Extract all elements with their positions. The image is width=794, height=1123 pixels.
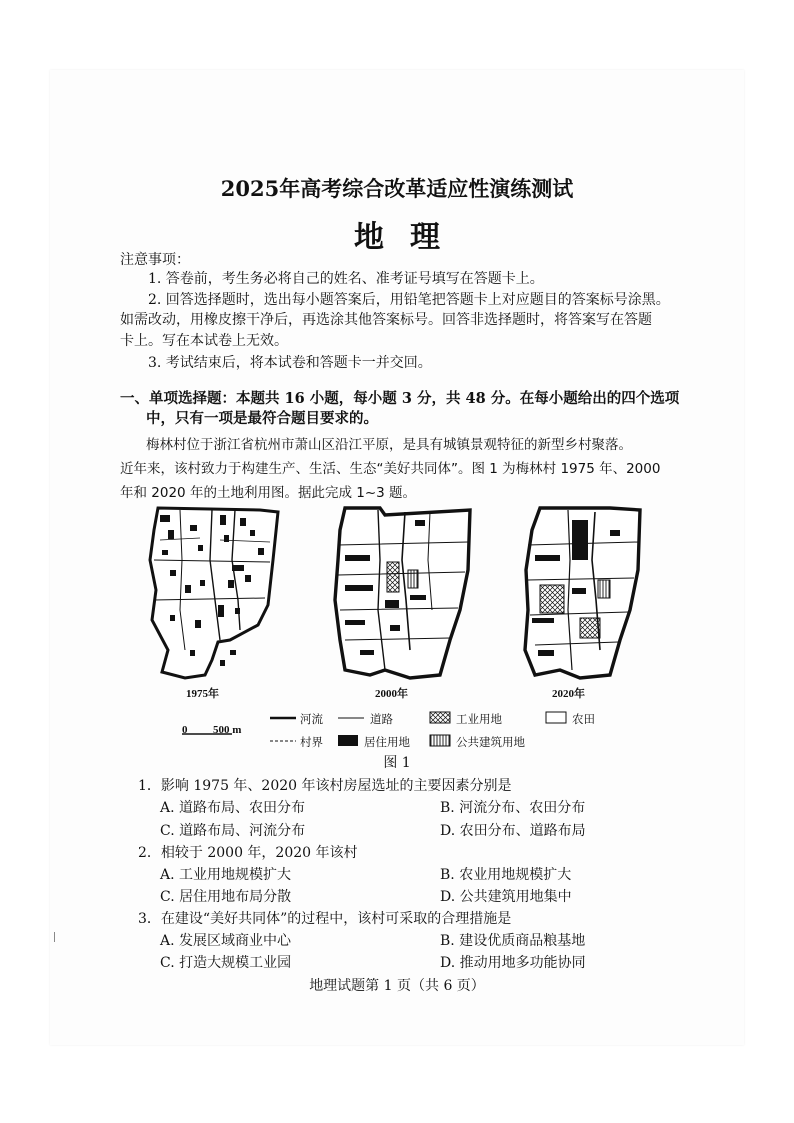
legend-residential: 居住用地	[364, 735, 410, 749]
section-heading-line-1: 一、单项选择题：本题共 16 小题，每小题 3 分，共 48 分。在每小题给出的四个选项	[120, 390, 680, 407]
legend-farmland: 农田	[572, 712, 595, 726]
page-footer: 地理试题第 1 页（共 6 页）	[309, 978, 485, 994]
question-2-option-a: A. 工业用地规模扩大	[160, 867, 292, 883]
question-2-option-c: C. 居住用地布局分散	[160, 889, 292, 905]
legend-road: 道路	[370, 712, 393, 726]
scale-label: 500 m	[213, 724, 242, 736]
question-1-option-b: B. 河流分布、农田分布	[440, 800, 586, 816]
legend-village-boundary: 村界	[300, 735, 323, 749]
map-label-1975: 1975年	[186, 688, 219, 700]
note-item-2-line-1: 2. 回答选择题时，选出每小题答案后，用铅笔把答题卡上对应题目的答案标号涂黑。	[148, 292, 670, 308]
question-2-option-b: B. 农业用地规模扩大	[440, 867, 572, 883]
scale-zero: 0	[182, 724, 188, 736]
exam-title: 2025年高考综合改革适应性演练测试	[220, 176, 574, 201]
question-3-option-c: C. 打造大规模工业园	[160, 955, 292, 971]
question-3-option-d: D. 推动用地多功能协同	[440, 955, 586, 971]
legend-river: 河流	[300, 712, 323, 726]
intro-line-3: 年和 2020 年的土地利用图。据此完成 1~3 题。	[120, 485, 417, 501]
question-2-stem: 2．相较于 2000 年，2020 年该村	[138, 845, 358, 861]
map-label-2020: 2020年	[552, 688, 585, 700]
map-2020	[525, 508, 640, 678]
legend-public: 公共建筑用地	[456, 735, 525, 749]
question-3-option-b: B. 建设优质商品粮基地	[440, 933, 586, 949]
section-heading-line-2: 中，只有一项是最符合题目要求的。	[146, 410, 378, 427]
note-item-2-line-3: 卡上。写在本试卷上无效。	[120, 333, 288, 349]
question-1-option-a: A. 道路布局、农田分布	[160, 800, 306, 816]
question-3-option-a: A. 发展区域商业中心	[160, 933, 292, 949]
note-item-2-line-2: 如需改动，用橡皮擦干净后，再选涂其他答案标号。回答非选择题时，将答案写在答题	[120, 312, 652, 328]
subject-title: 地理	[354, 220, 466, 255]
map-1975	[150, 508, 278, 678]
scan-mark	[54, 932, 55, 942]
question-1-stem: 1．影响 1975 年、2020 年该村房屋选址的主要因素分别是	[138, 778, 512, 794]
land-use-maps	[140, 500, 660, 680]
question-2-option-d: D. 公共建筑用地集中	[440, 889, 572, 905]
question-1-option-d: D. 农田分布、道路布局	[440, 823, 586, 839]
intro-line-2: 近年来，该村致力于构建生产、生活、生态“美好共同体”。图 1 为梅林村 1975 年、2000	[120, 461, 661, 477]
notes-heading: 注意事项：	[120, 252, 190, 268]
note-item-1: 1. 答卷前，考生务必将自己的姓名、准考证号填写在答题卡上。	[148, 271, 544, 287]
question-3-stem: 3．在建设“美好共同体”的过程中，该村可采取的合理措施是	[138, 911, 512, 927]
map-2000	[335, 508, 470, 678]
figure-caption: 图 1	[383, 755, 411, 771]
note-item-3: 3. 考试结束后，将本试卷和答题卡一并交回。	[148, 355, 432, 371]
intro-line-1: 梅林村位于浙江省杭州市萧山区沿江平原，是具有城镇景观特征的新型乡村聚落。	[146, 437, 632, 453]
map-label-2000: 2000年	[375, 688, 408, 700]
legend-industrial: 工业用地	[456, 712, 502, 726]
question-1-option-c: C. 道路布局、河流分布	[160, 823, 306, 839]
